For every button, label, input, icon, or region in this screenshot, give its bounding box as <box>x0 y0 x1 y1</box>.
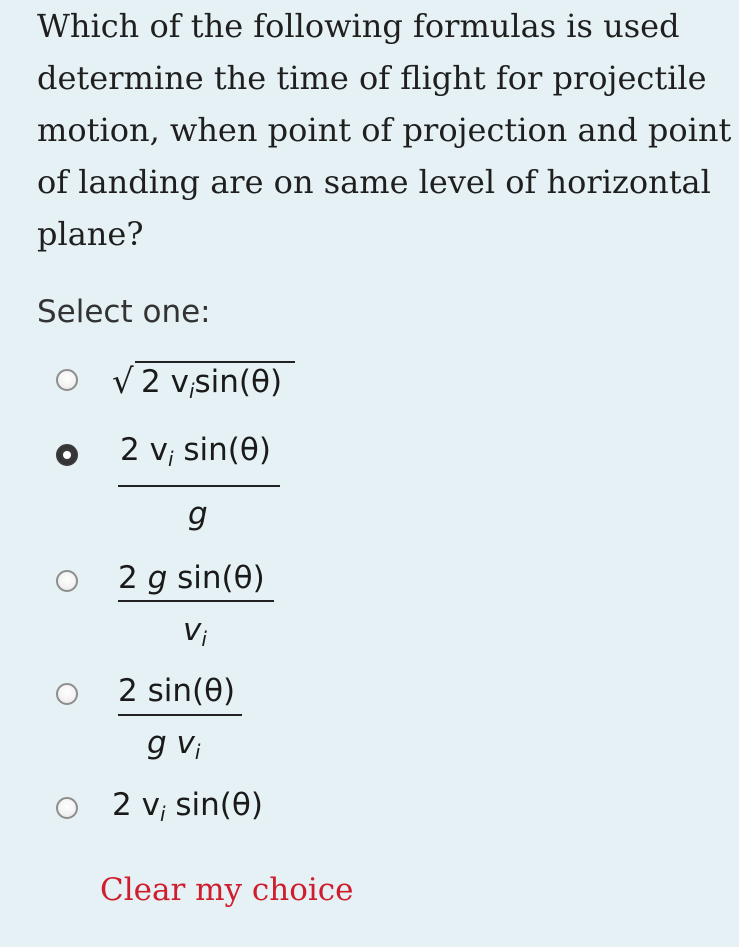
radio-option-1[interactable] <box>56 369 78 391</box>
clear-choice-link[interactable]: Clear my choice <box>100 872 354 908</box>
question-line: determine the time of flight for projectile <box>37 59 707 97</box>
sqrt-overline <box>135 361 295 363</box>
question-text <box>37 0 732 260</box>
question-line: of landing are on same level of horizontal <box>37 163 711 201</box>
option-2-denominator <box>188 496 208 532</box>
question-line: plane? <box>37 215 144 253</box>
option-4-den-g: g <box>147 725 167 761</box>
sqrt-icon: √ <box>112 362 134 402</box>
option-2-num-coef: 2 v <box>120 432 168 468</box>
option-1-coef: 2 v <box>141 364 189 400</box>
option-4-denominator <box>147 725 201 764</box>
option-2-fraction-bar <box>118 485 280 487</box>
option-3-denominator <box>183 612 207 651</box>
question-line: motion, when point of projection and point <box>37 111 732 149</box>
option-5-rest: sin(θ) <box>165 787 263 823</box>
radio-option-2-selected[interactable] <box>56 444 78 466</box>
option-1-sub: i <box>188 379 195 403</box>
option-4-numerator <box>118 673 235 709</box>
option-3-num-rest: sin(θ) <box>167 560 265 596</box>
option-3-numerator <box>118 560 265 596</box>
option-3-num-coef: 2 <box>118 560 148 596</box>
radio-option-5[interactable] <box>56 797 78 819</box>
radio-option-4[interactable] <box>56 683 78 705</box>
option-5-formula <box>112 787 263 826</box>
option-5-coef: 2 v <box>112 787 160 823</box>
option-3-den-v: v <box>183 612 202 648</box>
option-4-den-v: v <box>166 725 195 761</box>
radio-option-3[interactable] <box>56 570 78 592</box>
option-3-fraction-bar <box>118 600 274 602</box>
option-3-den-sub: i <box>201 627 207 651</box>
option-2-num-sub: i <box>167 447 174 471</box>
option-4-fraction-bar <box>118 714 242 716</box>
option-2-numerator <box>120 432 271 471</box>
option-1-formula <box>141 364 283 403</box>
option-2-num-rest: sin(θ) <box>173 432 271 468</box>
option-4-den-sub: i <box>194 740 201 764</box>
option-2-den: g <box>188 496 208 532</box>
select-one-label: Select one: <box>37 294 211 330</box>
option-3-num-g: g <box>147 560 168 596</box>
option-1-rest: sin(θ) <box>194 364 283 400</box>
question-line: Which of the following formulas is used <box>37 7 680 45</box>
option-5-sub: i <box>159 802 166 826</box>
option-4-num: 2 sin(θ) <box>118 673 236 709</box>
